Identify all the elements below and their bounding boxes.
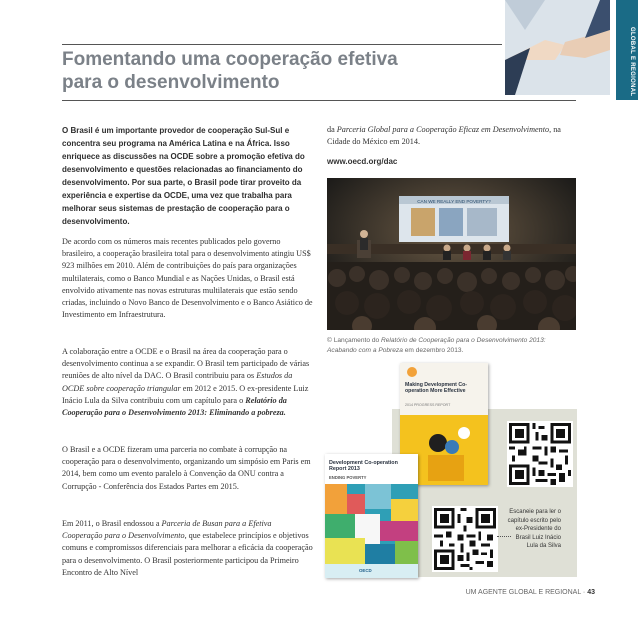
p4-text-b: , que estabelece princípios e objetivos comuns e compromissos diferenciais para melhorar a eficácia da cooperação para o desenvolvimento. O Brasil posteriormente participou da Primeiro Encontro de Alto Nível	[62, 531, 313, 577]
right-continuation	[327, 124, 577, 148]
caption-italic: Relatório de Cooperação para o Desenvolvimento 2013: Acabando com a Pobreza	[327, 337, 546, 354]
body-paragraph-2	[62, 346, 314, 419]
p4-italic: Parceria de Busan para a Efetiva Cooperação para o Desenvolvimento	[62, 519, 272, 541]
page-footer	[420, 589, 595, 596]
caption-text-b: em dezembro 2013.	[402, 346, 464, 354]
book-cover-dcr-2013	[325, 454, 418, 578]
cont-text-b: , na Cidade do México em 2014.	[327, 125, 561, 147]
photo-caption	[327, 336, 575, 355]
body-paragraph-4	[62, 518, 314, 579]
caption-text-a: © Lançamento do	[327, 337, 381, 344]
body-paragraph-3: O Brasil e a OCDE fizeram uma parceria no combate à corrupção na cooperação para o desenvolvimento, organizando um simpósio em Paris em 2014, bem como um evento paralelo à Convenção da ONU contra a Corrupção - Conferência dos Estados Partes em 2015.	[62, 445, 311, 491]
section-tab-label: GLOBAL E REGIONAL	[629, 26, 635, 96]
book-top-title: Making Development Co-operation More Effective	[405, 382, 467, 395]
p2-text-a: A colaboração entre a OCDE e o Brasil na área da cooperação para o desenvolvimento continua a se expandir. O Brasil tem participado de várias reuniões de alto nível da DAC. O Brasil contribuiu para os	[62, 347, 310, 381]
section-tab	[616, 0, 638, 100]
book-bottom-title: Development Co-operation Report 2013	[329, 460, 398, 473]
page-number: 43	[587, 589, 595, 596]
top-rule	[62, 44, 502, 45]
book-bottom-publisher: OECD	[359, 568, 372, 573]
title-line-2: para o desenvolvimento	[62, 72, 280, 93]
title-line-1: Fomentando uma cooperação efetiva	[62, 49, 398, 70]
handshake-photo	[505, 0, 610, 95]
body-paragraph-1: De acordo com os números mais recentes publicados pelo governo brasileiro, a cooperação brasileira total para o desenvolvimento atingiu US$ 923 milhões em 2010. Além de contribuições do país para organizações multilaterais, como o Banco Mundial e as Nações Unidas, o Brasil está envolvido ativamente nas novas estruturas multilaterais que estão sendo criadas, incluindo o Novo Banco de Desenvolvimento e o Banco Asiático de Investimento em Infraestrutura.	[62, 237, 313, 320]
book-top-subtitle: 2014 PROGRESS REPORT	[405, 403, 451, 407]
event-photo	[327, 178, 576, 330]
qr-code-top[interactable]	[507, 421, 573, 487]
p2-italic: Estudos da OCDE sobre cooperação triangular	[62, 371, 293, 393]
lead-paragraph: O Brasil é um importante provedor de cooperação Sul-Sul e concentra seu programa na América Latina e na África. Isso enriquece as discussões na OCDE sobre a promoção efetiva do desenvolvimento e questões relacionadas ao financiamento do desenvolvimento. Por sua parte, o Brasil pode tirar proveito da experiência e expertise da OCDE, uma vez que trabalha para melhorar seus sistemas de prestação de cooperação para o desenvolvimento.	[62, 126, 305, 226]
p2-bold-italic: Relatório da Cooperação para o Desenvolvimento 2013: Eliminando a pobreza.	[62, 395, 287, 418]
p4-text-a: Em 2011, o Brasil endossou a	[62, 519, 162, 528]
footer-section-label: UM AGENTE GLOBAL E REGIONAL ·	[465, 589, 588, 596]
title-rule	[62, 100, 576, 101]
cont-italic: Parceria Global para a Cooperação Eficaz em Desenvolvimento	[336, 125, 550, 134]
oecd-dac-link[interactable]: www.oecd.org/dac	[327, 157, 398, 166]
cont-text-a: da	[327, 125, 337, 134]
page-title	[62, 48, 502, 94]
book-bottom-subtitle: ENDING POVERTY	[329, 475, 367, 480]
slide-title: CAN WE REALLY END POVERTY?	[417, 199, 491, 204]
qr-caption: Escaneie para ler o capítulo escrito pelo ex-Presidente do Brasil Luiz Inácio Lula da Silva	[507, 509, 561, 550]
p2-text-b: em 2012 e 2015. O ex-presidente Luiz Inácio Lula da Silva contribuiu com um capítulo para o	[62, 383, 309, 405]
qr-code-bottom[interactable]	[432, 506, 498, 572]
